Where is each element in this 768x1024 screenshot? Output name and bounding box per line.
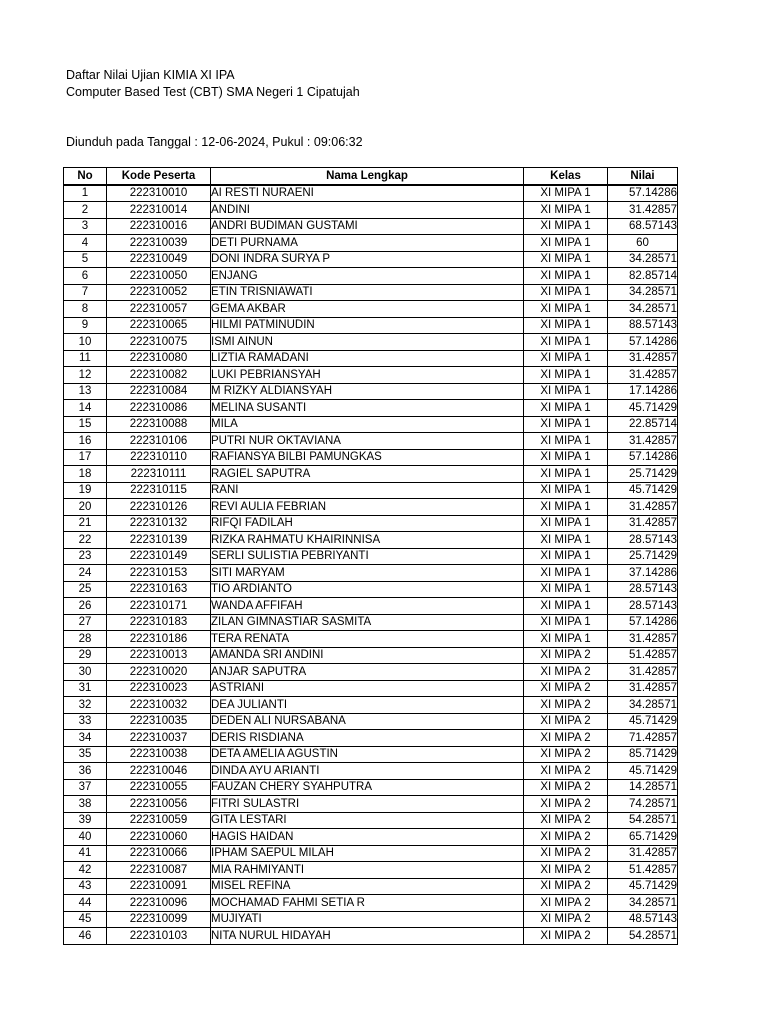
cell-nama-lengkap: SITI MARYAM <box>211 565 524 582</box>
cell-kelas: XI MIPA 2 <box>524 697 608 714</box>
table-row <box>64 350 678 367</box>
cell-nama-lengkap: ANJAR SAPUTRA <box>211 664 524 681</box>
cell-kelas: XI MIPA 1 <box>524 317 608 334</box>
table-row <box>64 746 678 763</box>
cell-kode-peserta: 222310111 <box>107 466 211 483</box>
cell-nama-lengkap: MOCHAMAD FAHMI SETIA R <box>211 895 524 912</box>
cell-nama-lengkap: RAFIANSYA BILBI PAMUNGKAS <box>211 449 524 466</box>
cell-no: 7 <box>64 284 107 301</box>
cell-no: 4 <box>64 235 107 252</box>
cell-kode-peserta: 222310186 <box>107 631 211 648</box>
table-row <box>64 598 678 615</box>
cell-nama-lengkap: MIA RAHMIYANTI <box>211 862 524 879</box>
cell-nilai: 31.42857 <box>608 680 678 697</box>
cell-no: 36 <box>64 763 107 780</box>
cell-nama-lengkap: M RIZKY ALDIANSYAH <box>211 383 524 400</box>
cell-nama-lengkap: DEDEN ALI NURSABANA <box>211 713 524 730</box>
cell-nama-lengkap: RANI <box>211 482 524 499</box>
cell-no: 27 <box>64 614 107 631</box>
column-header-no: No <box>64 168 107 185</box>
table-row <box>64 251 678 268</box>
cell-no: 9 <box>64 317 107 334</box>
cell-no: 30 <box>64 664 107 681</box>
cell-no: 35 <box>64 746 107 763</box>
cell-kelas: XI MIPA 2 <box>524 713 608 730</box>
cell-nilai: 31.42857 <box>608 433 678 450</box>
cell-nama-lengkap: MELINA SUSANTI <box>211 400 524 417</box>
cell-nama-lengkap: SERLI SULISTIA PEBRIYANTI <box>211 548 524 565</box>
cell-nilai: 54.28571 <box>608 812 678 829</box>
grades-table <box>63 167 678 945</box>
cell-no: 46 <box>64 928 107 945</box>
cell-no: 29 <box>64 647 107 664</box>
cell-no: 19 <box>64 482 107 499</box>
cell-nama-lengkap: DEA JULIANTI <box>211 697 524 714</box>
cell-kelas: XI MIPA 1 <box>524 449 608 466</box>
table-row <box>64 433 678 450</box>
table-row <box>64 878 678 895</box>
cell-nilai: 34.28571 <box>608 697 678 714</box>
table-row <box>64 664 678 681</box>
cell-nama-lengkap: HAGIS HAIDAN <box>211 829 524 846</box>
cell-kelas: XI MIPA 1 <box>524 400 608 417</box>
table-row <box>64 202 678 219</box>
table-row <box>64 928 678 945</box>
cell-no: 33 <box>64 713 107 730</box>
cell-nilai: 31.42857 <box>608 664 678 681</box>
table-row <box>64 581 678 598</box>
cell-nilai: 25.71429 <box>608 548 678 565</box>
cell-nilai: 88.57143 <box>608 317 678 334</box>
cell-kelas: XI MIPA 2 <box>524 680 608 697</box>
cell-nilai: 45.71429 <box>608 482 678 499</box>
cell-nilai: 22.85714 <box>608 416 678 433</box>
cell-kode-peserta: 222310082 <box>107 367 211 384</box>
cell-nama-lengkap: TIO ARDIANTO <box>211 581 524 598</box>
cell-no: 24 <box>64 565 107 582</box>
cell-nilai: 60 <box>608 235 678 252</box>
cell-nilai: 45.71429 <box>608 713 678 730</box>
cell-nama-lengkap: LUKI PEBRIANSYAH <box>211 367 524 384</box>
cell-kelas: XI MIPA 1 <box>524 334 608 351</box>
cell-kode-peserta: 222310099 <box>107 911 211 928</box>
cell-nama-lengkap: DERIS RISDIANA <box>211 730 524 747</box>
cell-no: 26 <box>64 598 107 615</box>
cell-nilai: 51.42857 <box>608 862 678 879</box>
cell-nama-lengkap: LIZTIA RAMADANI <box>211 350 524 367</box>
cell-nilai: 65.71429 <box>608 829 678 846</box>
cell-nilai: 31.42857 <box>608 499 678 516</box>
cell-kode-peserta: 222310091 <box>107 878 211 895</box>
cell-kelas: XI MIPA 1 <box>524 515 608 532</box>
cell-nama-lengkap: REVI AULIA FEBRIAN <box>211 499 524 516</box>
cell-kelas: XI MIPA 1 <box>524 532 608 549</box>
cell-kode-peserta: 222310037 <box>107 730 211 747</box>
table-row <box>64 680 678 697</box>
cell-nama-lengkap: DETA AMELIA AGUSTIN <box>211 746 524 763</box>
cell-no: 11 <box>64 350 107 367</box>
cell-kode-peserta: 222310084 <box>107 383 211 400</box>
table-row <box>64 548 678 565</box>
cell-kelas: XI MIPA 1 <box>524 565 608 582</box>
cell-nilai: 17.14286 <box>608 383 678 400</box>
cell-no: 31 <box>64 680 107 697</box>
cell-kelas: XI MIPA 1 <box>524 499 608 516</box>
cell-nilai: 28.57143 <box>608 532 678 549</box>
cell-kelas: XI MIPA 2 <box>524 812 608 829</box>
cell-kode-peserta: 222310183 <box>107 614 211 631</box>
cell-kode-peserta: 222310056 <box>107 796 211 813</box>
table-row <box>64 268 678 285</box>
cell-kode-peserta: 222310075 <box>107 334 211 351</box>
cell-kode-peserta: 222310115 <box>107 482 211 499</box>
cell-kode-peserta: 222310087 <box>107 862 211 879</box>
table-row <box>64 895 678 912</box>
cell-kode-peserta: 222310013 <box>107 647 211 664</box>
table-header-row <box>64 168 678 185</box>
cell-no: 39 <box>64 812 107 829</box>
cell-kelas: XI MIPA 2 <box>524 796 608 813</box>
cell-kode-peserta: 222310149 <box>107 548 211 565</box>
cell-nilai: 45.71429 <box>608 763 678 780</box>
cell-nama-lengkap: ANDRI BUDIMAN GUSTAMI <box>211 218 524 235</box>
table-row <box>64 185 678 202</box>
cell-kelas: XI MIPA 1 <box>524 350 608 367</box>
cell-no: 40 <box>64 829 107 846</box>
cell-kode-peserta: 222310132 <box>107 515 211 532</box>
cell-nilai: 45.71429 <box>608 400 678 417</box>
cell-kelas: XI MIPA 1 <box>524 367 608 384</box>
cell-no: 2 <box>64 202 107 219</box>
table-row <box>64 697 678 714</box>
table-row <box>64 284 678 301</box>
cell-no: 17 <box>64 449 107 466</box>
cell-kode-peserta: 222310103 <box>107 928 211 945</box>
cell-kode-peserta: 222310080 <box>107 350 211 367</box>
cell-kelas: XI MIPA 2 <box>524 664 608 681</box>
cell-no: 42 <box>64 862 107 879</box>
cell-kelas: XI MIPA 2 <box>524 730 608 747</box>
cell-nilai: 14.28571 <box>608 779 678 796</box>
cell-nilai: 37.14286 <box>608 565 678 582</box>
cell-kelas: XI MIPA 1 <box>524 235 608 252</box>
cell-nama-lengkap: AI RESTI NURAENI <box>211 185 524 202</box>
cell-no: 20 <box>64 499 107 516</box>
table-row <box>64 845 678 862</box>
cell-nilai: 82.85714 <box>608 268 678 285</box>
table-row <box>64 499 678 516</box>
cell-nama-lengkap: ZILAN GIMNASTIAR SASMITA <box>211 614 524 631</box>
cell-nilai: 34.28571 <box>608 284 678 301</box>
table-row <box>64 911 678 928</box>
table-row <box>64 383 678 400</box>
cell-kode-peserta: 222310110 <box>107 449 211 466</box>
cell-no: 22 <box>64 532 107 549</box>
column-header-nilai: Nilai <box>608 168 678 185</box>
table-row <box>64 614 678 631</box>
cell-nama-lengkap: DINDA AYU ARIANTI <box>211 763 524 780</box>
cell-kelas: XI MIPA 2 <box>524 928 608 945</box>
cell-no: 32 <box>64 697 107 714</box>
cell-no: 41 <box>64 845 107 862</box>
cell-kode-peserta: 222310060 <box>107 829 211 846</box>
cell-kelas: XI MIPA 1 <box>524 598 608 615</box>
cell-nama-lengkap: MISEL REFINA <box>211 878 524 895</box>
cell-nama-lengkap: FAUZAN CHERY SYAHPUTRA <box>211 779 524 796</box>
cell-nilai: 34.28571 <box>608 895 678 912</box>
cell-kelas: XI MIPA 2 <box>524 895 608 912</box>
cell-kode-peserta: 222310066 <box>107 845 211 862</box>
cell-nama-lengkap: ETIN TRISNIAWATI <box>211 284 524 301</box>
cell-no: 15 <box>64 416 107 433</box>
cell-kelas: XI MIPA 1 <box>524 202 608 219</box>
table-row <box>64 730 678 747</box>
cell-no: 10 <box>64 334 107 351</box>
table-row <box>64 367 678 384</box>
cell-nama-lengkap: ANDINI <box>211 202 524 219</box>
cell-kode-peserta: 222310153 <box>107 565 211 582</box>
cell-nilai: 68.57143 <box>608 218 678 235</box>
cell-kelas: XI MIPA 1 <box>524 482 608 499</box>
cell-no: 3 <box>64 218 107 235</box>
cell-kelas: XI MIPA 1 <box>524 581 608 598</box>
cell-kode-peserta: 222310023 <box>107 680 211 697</box>
table-row <box>64 647 678 664</box>
cell-kelas: XI MIPA 1 <box>524 466 608 483</box>
cell-no: 37 <box>64 779 107 796</box>
cell-kelas: XI MIPA 1 <box>524 416 608 433</box>
cell-no: 34 <box>64 730 107 747</box>
cell-kelas: XI MIPA 1 <box>524 284 608 301</box>
cell-no: 44 <box>64 895 107 912</box>
table-body <box>64 185 678 945</box>
cell-kelas: XI MIPA 2 <box>524 779 608 796</box>
cell-kelas: XI MIPA 1 <box>524 301 608 318</box>
cell-nama-lengkap: RIFQI FADILAH <box>211 515 524 532</box>
cell-kelas: XI MIPA 1 <box>524 185 608 202</box>
cell-nilai: 28.57143 <box>608 598 678 615</box>
cell-kode-peserta: 222310046 <box>107 763 211 780</box>
cell-kelas: XI MIPA 1 <box>524 268 608 285</box>
cell-nilai: 31.42857 <box>608 631 678 648</box>
cell-kode-peserta: 222310016 <box>107 218 211 235</box>
cell-no: 21 <box>64 515 107 532</box>
cell-kode-peserta: 222310038 <box>107 746 211 763</box>
cell-no: 14 <box>64 400 107 417</box>
cell-nilai: 57.14286 <box>608 334 678 351</box>
table-row <box>64 829 678 846</box>
cell-nama-lengkap: RIZKA RAHMATU KHAIRINNISA <box>211 532 524 549</box>
cell-nilai: 31.42857 <box>608 367 678 384</box>
cell-no: 43 <box>64 878 107 895</box>
cell-kelas: XI MIPA 2 <box>524 647 608 664</box>
cell-nilai: 71.42857 <box>608 730 678 747</box>
table-row <box>64 862 678 879</box>
table-row <box>64 796 678 813</box>
cell-kelas: XI MIPA 1 <box>524 433 608 450</box>
cell-kode-peserta: 222310049 <box>107 251 211 268</box>
cell-nama-lengkap: RAGIEL SAPUTRA <box>211 466 524 483</box>
cell-kode-peserta: 222310014 <box>107 202 211 219</box>
cell-kode-peserta: 222310171 <box>107 598 211 615</box>
cell-kelas: XI MIPA 2 <box>524 829 608 846</box>
table-row <box>64 235 678 252</box>
cell-no: 23 <box>64 548 107 565</box>
cell-no: 28 <box>64 631 107 648</box>
cell-no: 45 <box>64 911 107 928</box>
cell-kelas: XI MIPA 1 <box>524 614 608 631</box>
document-subtitle: Computer Based Test (CBT) SMA Negeri 1 Cipatujah <box>66 85 360 99</box>
cell-kode-peserta: 222310106 <box>107 433 211 450</box>
column-header-kode-peserta: Kode Peserta <box>107 168 211 185</box>
cell-nilai: 57.14286 <box>608 185 678 202</box>
cell-nama-lengkap: MUJIYATI <box>211 911 524 928</box>
table-row <box>64 317 678 334</box>
cell-nilai: 31.42857 <box>608 515 678 532</box>
cell-nilai: 57.14286 <box>608 614 678 631</box>
cell-nilai: 85.71429 <box>608 746 678 763</box>
cell-kelas: XI MIPA 2 <box>524 845 608 862</box>
cell-kode-peserta: 222310096 <box>107 895 211 912</box>
cell-nama-lengkap: GEMA AKBAR <box>211 301 524 318</box>
table-row <box>64 466 678 483</box>
cell-nama-lengkap: WANDA AFFIFAH <box>211 598 524 615</box>
cell-nama-lengkap: IPHAM SAEPUL MILAH <box>211 845 524 862</box>
cell-nilai: 54.28571 <box>608 928 678 945</box>
cell-kelas: XI MIPA 2 <box>524 911 608 928</box>
cell-nilai: 28.57143 <box>608 581 678 598</box>
cell-nama-lengkap: MILA <box>211 416 524 433</box>
cell-no: 5 <box>64 251 107 268</box>
table-row <box>64 779 678 796</box>
table-row <box>64 763 678 780</box>
table-row <box>64 631 678 648</box>
cell-kelas: XI MIPA 2 <box>524 862 608 879</box>
cell-kode-peserta: 222310163 <box>107 581 211 598</box>
cell-nama-lengkap: AMANDA SRI ANDINI <box>211 647 524 664</box>
cell-kode-peserta: 222310126 <box>107 499 211 516</box>
cell-nama-lengkap: PUTRI NUR OKTAVIANA <box>211 433 524 450</box>
cell-kelas: XI MIPA 2 <box>524 763 608 780</box>
cell-nama-lengkap: DETI PURNAMA <box>211 235 524 252</box>
cell-nama-lengkap: GITA LESTARI <box>211 812 524 829</box>
cell-nilai: 31.42857 <box>608 202 678 219</box>
cell-nilai: 34.28571 <box>608 301 678 318</box>
cell-kelas: XI MIPA 2 <box>524 746 608 763</box>
cell-nilai: 34.28571 <box>608 251 678 268</box>
cell-nilai: 57.14286 <box>608 449 678 466</box>
table-row <box>64 713 678 730</box>
cell-kelas: XI MIPA 1 <box>524 383 608 400</box>
cell-nilai: 48.57143 <box>608 911 678 928</box>
cell-no: 18 <box>64 466 107 483</box>
cell-no: 12 <box>64 367 107 384</box>
cell-nama-lengkap: ISMI AINUN <box>211 334 524 351</box>
cell-nama-lengkap: FITRI SULASTRI <box>211 796 524 813</box>
cell-nama-lengkap: NITA NURUL HIDAYAH <box>211 928 524 945</box>
document-title: Daftar Nilai Ujian KIMIA XI IPA <box>66 68 235 82</box>
cell-kelas: XI MIPA 1 <box>524 218 608 235</box>
cell-nama-lengkap: ASTRIANI <box>211 680 524 697</box>
cell-kode-peserta: 222310086 <box>107 400 211 417</box>
cell-kode-peserta: 222310065 <box>107 317 211 334</box>
cell-no: 38 <box>64 796 107 813</box>
cell-kode-peserta: 222310035 <box>107 713 211 730</box>
table-row <box>64 515 678 532</box>
cell-kode-peserta: 222310052 <box>107 284 211 301</box>
cell-nilai: 25.71429 <box>608 466 678 483</box>
cell-nilai: 31.42857 <box>608 845 678 862</box>
column-header-nama-lengkap: Nama Lengkap <box>211 168 524 185</box>
table-row <box>64 218 678 235</box>
cell-nama-lengkap: HILMI PATMINUDIN <box>211 317 524 334</box>
cell-kode-peserta: 222310032 <box>107 697 211 714</box>
cell-nilai: 74.28571 <box>608 796 678 813</box>
column-header-kelas: Kelas <box>524 168 608 185</box>
table-row <box>64 532 678 549</box>
cell-kelas: XI MIPA 1 <box>524 548 608 565</box>
cell-kode-peserta: 222310050 <box>107 268 211 285</box>
table-row <box>64 334 678 351</box>
table-row <box>64 416 678 433</box>
cell-kode-peserta: 222310010 <box>107 185 211 202</box>
cell-no: 6 <box>64 268 107 285</box>
cell-nilai: 31.42857 <box>608 350 678 367</box>
cell-nama-lengkap: TERA RENATA <box>211 631 524 648</box>
cell-nama-lengkap: DONI INDRA SURYA P <box>211 251 524 268</box>
cell-kelas: XI MIPA 1 <box>524 251 608 268</box>
cell-kode-peserta: 222310057 <box>107 301 211 318</box>
cell-no: 1 <box>64 185 107 202</box>
cell-kelas: XI MIPA 1 <box>524 631 608 648</box>
table-row <box>64 449 678 466</box>
cell-nama-lengkap: ENJANG <box>211 268 524 285</box>
cell-kode-peserta: 222310039 <box>107 235 211 252</box>
table-row <box>64 482 678 499</box>
cell-kode-peserta: 222310055 <box>107 779 211 796</box>
cell-kelas: XI MIPA 2 <box>524 878 608 895</box>
cell-no: 13 <box>64 383 107 400</box>
cell-no: 16 <box>64 433 107 450</box>
cell-nilai: 45.71429 <box>608 878 678 895</box>
table-row <box>64 812 678 829</box>
cell-kode-peserta: 222310059 <box>107 812 211 829</box>
cell-nilai: 51.42857 <box>608 647 678 664</box>
cell-no: 25 <box>64 581 107 598</box>
cell-kode-peserta: 222310020 <box>107 664 211 681</box>
table-row <box>64 301 678 318</box>
cell-no: 8 <box>64 301 107 318</box>
table-row <box>64 400 678 417</box>
table-row <box>64 565 678 582</box>
cell-kode-peserta: 222310139 <box>107 532 211 549</box>
download-timestamp: Diunduh pada Tanggal : 12-06-2024, Pukul : 09:06:32 <box>66 135 363 149</box>
cell-kode-peserta: 222310088 <box>107 416 211 433</box>
